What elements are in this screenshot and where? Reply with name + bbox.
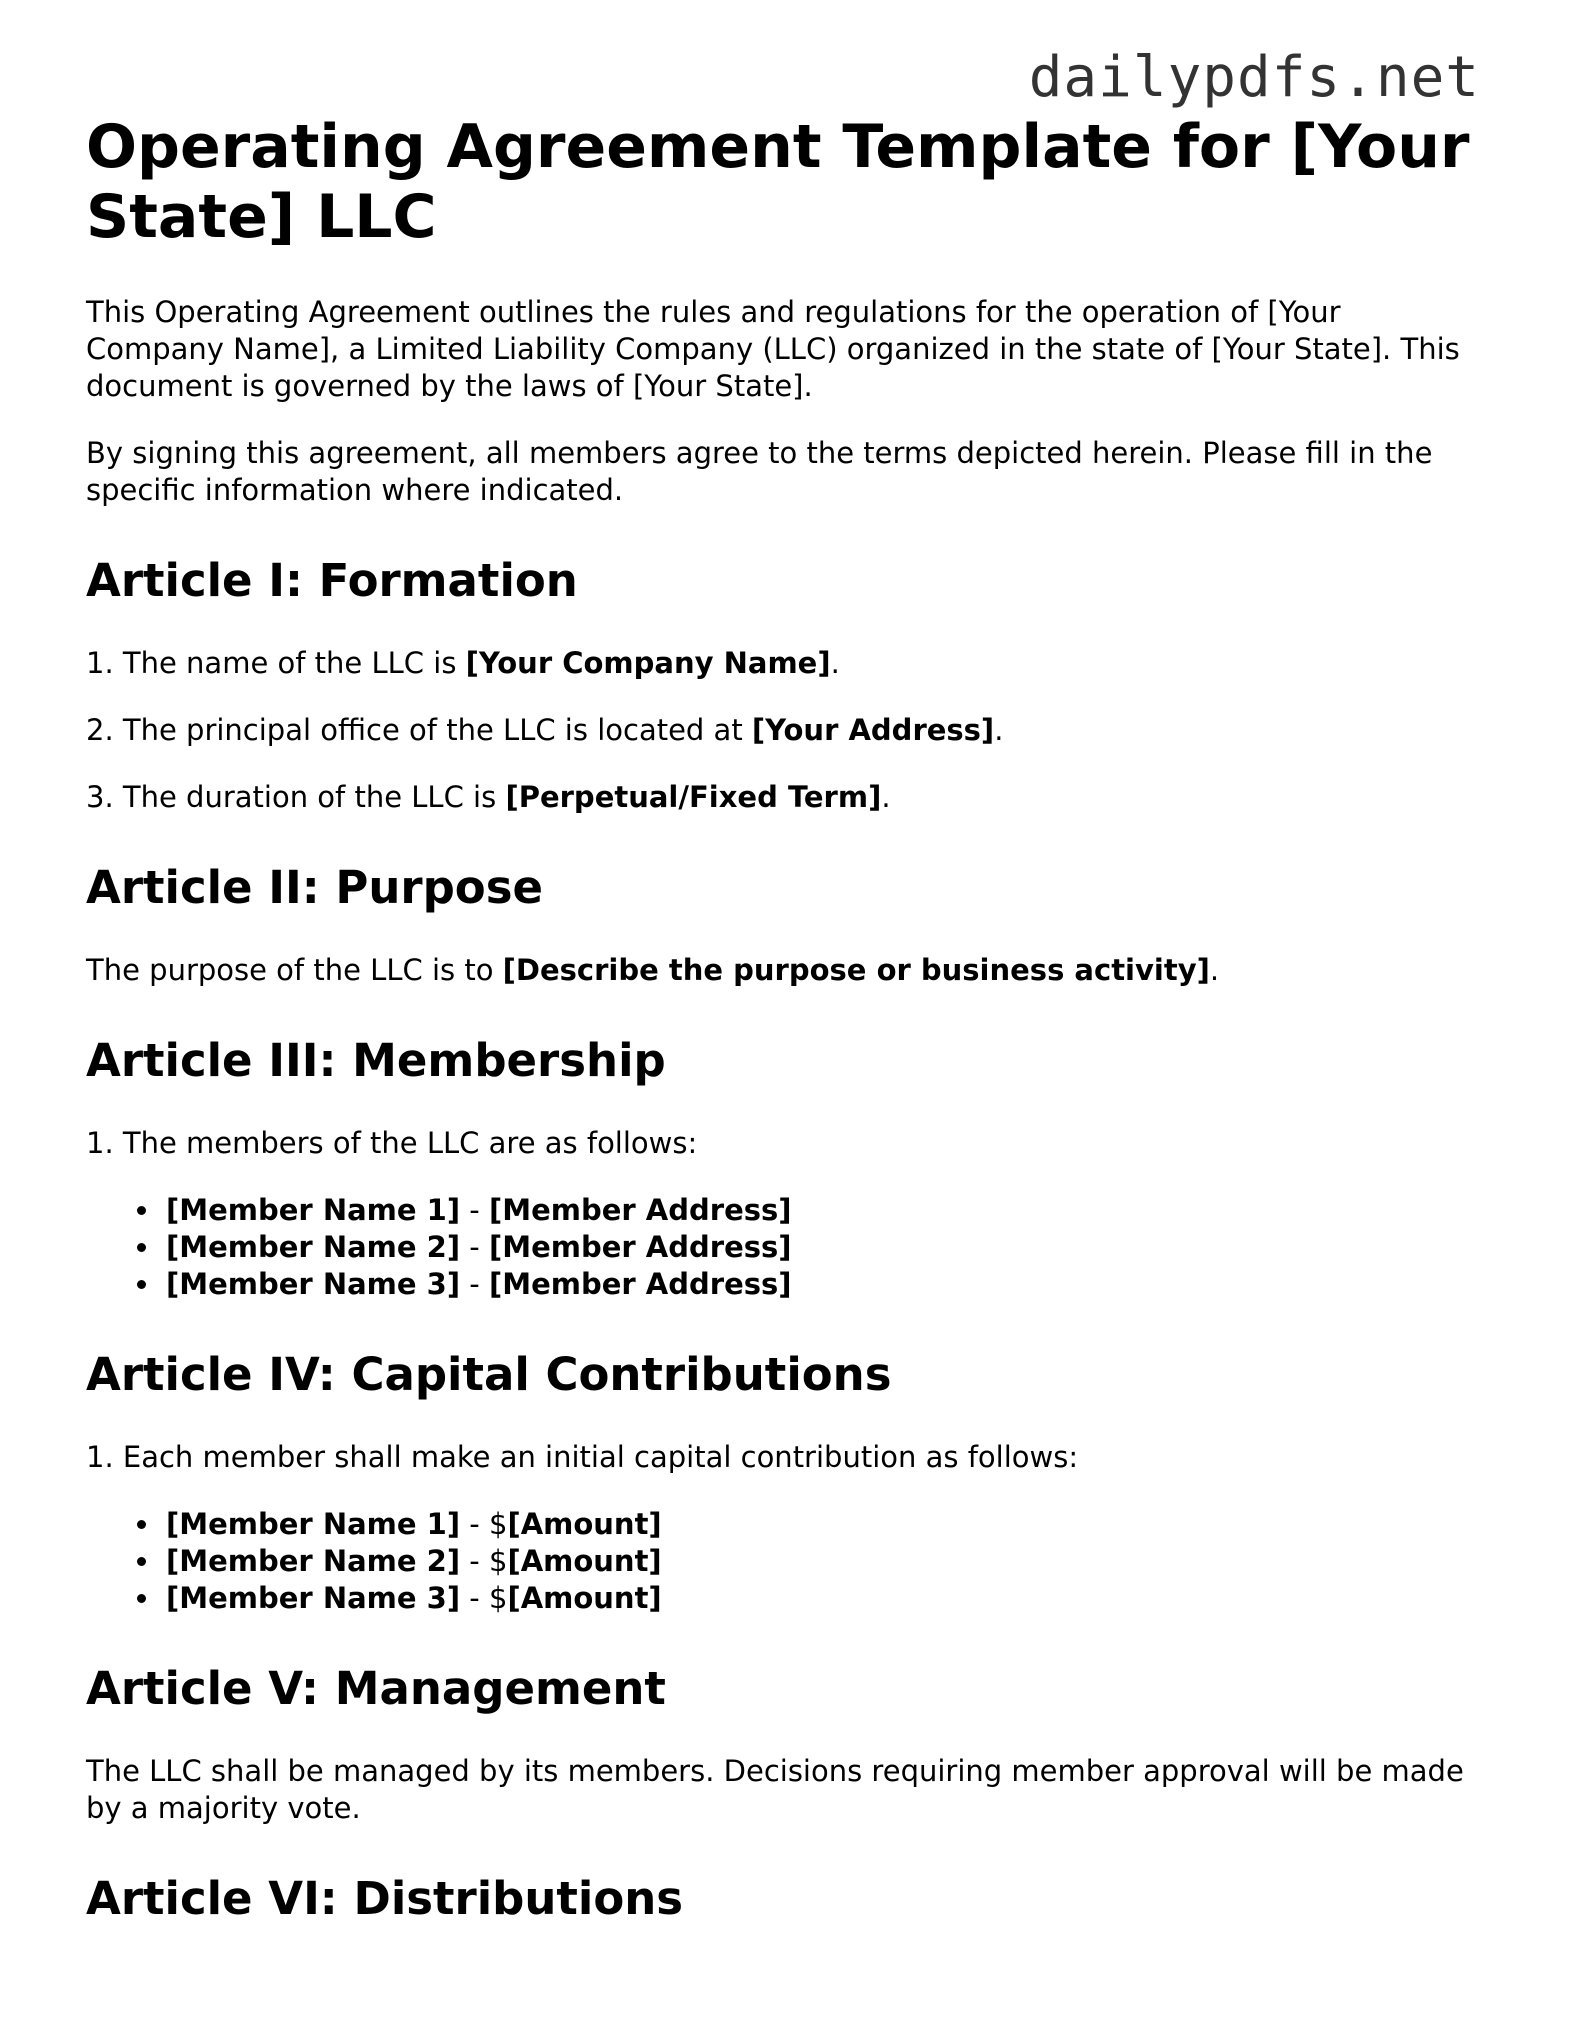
watermark-text: dailypdfs.net bbox=[1028, 45, 1480, 110]
formation-item-3 bbox=[86, 779, 1486, 816]
member-address: [Member Address] bbox=[488, 1193, 792, 1227]
capital-intro: 1. Each member shall make an initial capital contribution as follows: bbox=[86, 1440, 1079, 1474]
article-capital-heading: Article IV: Capital Contributions bbox=[86, 1348, 892, 1401]
company-name-placeholder: [Your Company Name] bbox=[465, 646, 831, 680]
article-capital-contributions bbox=[86, 1347, 1486, 1617]
document-page bbox=[86, 112, 1486, 1963]
intro-paragraph-2: By signing this agreement, all members agree to the terms depicted herein. Please fill in the specific information where indicated. bbox=[86, 436, 1433, 507]
article-management-heading: Article V: Management bbox=[86, 1662, 666, 1715]
article-formation-heading: Article I: Formation bbox=[86, 554, 578, 607]
formation-item-3-suffix: . bbox=[881, 780, 891, 814]
amount-separator: - $ bbox=[460, 1507, 508, 1541]
article-formation bbox=[86, 553, 1486, 816]
purpose-placeholder: [Describe the purpose or business activity] bbox=[502, 953, 1210, 987]
member-address: [Member Address] bbox=[488, 1267, 792, 1301]
membership-intro: 1. The members of the LLC are as follows: bbox=[86, 1126, 698, 1160]
list-item bbox=[162, 1506, 1486, 1543]
article-distributions bbox=[86, 1871, 1486, 1927]
article-purpose bbox=[86, 860, 1486, 989]
document-title: Operating Agreement Template for [Your State] LLC bbox=[86, 112, 1470, 252]
article-distributions-heading: Article VI: Distributions bbox=[86, 1872, 684, 1925]
duration-placeholder: [Perpetual/Fixed Term] bbox=[505, 780, 882, 814]
address-placeholder: [Your Address] bbox=[751, 713, 995, 747]
member-name: [Member Name 1] bbox=[166, 1193, 461, 1227]
formation-item-1 bbox=[86, 645, 1486, 682]
list-item bbox=[162, 1266, 1486, 1303]
list-item bbox=[162, 1192, 1486, 1229]
intro-paragraph-1: This Operating Agreement outlines the rules and regulations for the operation of [Your Company Name], a Limited Liability Company (LLC) organized in the state of [Your State]. This document is governed by the laws of [Your State]. bbox=[86, 295, 1460, 403]
amount-placeholder: [Amount] bbox=[507, 1507, 662, 1541]
purpose-prefix: The purpose of the LLC is to bbox=[86, 953, 503, 987]
member-list bbox=[86, 1192, 1486, 1303]
member-separator: - bbox=[460, 1267, 489, 1301]
list-item bbox=[162, 1229, 1486, 1266]
article-membership-heading: Article III: Membership bbox=[86, 1034, 666, 1087]
list-item bbox=[162, 1580, 1486, 1617]
formation-item-1-suffix: . bbox=[830, 646, 840, 680]
formation-item-2-suffix: . bbox=[994, 713, 1004, 747]
formation-item-1-prefix: 1. The name of the LLC is bbox=[86, 646, 466, 680]
contribution-list bbox=[86, 1506, 1486, 1617]
management-text: The LLC shall be managed by its members. Decisions requiring member approval will be made by a majority vote. bbox=[86, 1754, 1464, 1825]
article-purpose-heading: Article II: Purpose bbox=[86, 861, 544, 914]
purpose-text bbox=[86, 952, 1486, 989]
member-separator: - bbox=[460, 1193, 489, 1227]
formation-item-2 bbox=[86, 712, 1486, 749]
member-name: [Member Name 3] bbox=[166, 1581, 461, 1615]
formation-item-3-prefix: 3. The duration of the LLC is bbox=[86, 780, 506, 814]
article-membership bbox=[86, 1033, 1486, 1303]
purpose-suffix: . bbox=[1209, 953, 1220, 987]
article-management bbox=[86, 1661, 1486, 1827]
amount-separator: - $ bbox=[460, 1544, 508, 1578]
member-separator: - bbox=[460, 1230, 489, 1264]
amount-separator: - $ bbox=[460, 1581, 508, 1615]
member-name: [Member Name 1] bbox=[166, 1507, 461, 1541]
member-name: [Member Name 3] bbox=[166, 1267, 461, 1301]
member-address: [Member Address] bbox=[488, 1230, 792, 1264]
formation-item-2-prefix: 2. The principal office of the LLC is located at bbox=[86, 713, 752, 747]
list-item bbox=[162, 1543, 1486, 1580]
amount-placeholder: [Amount] bbox=[507, 1544, 662, 1578]
amount-placeholder: [Amount] bbox=[507, 1581, 662, 1615]
member-name: [Member Name 2] bbox=[166, 1230, 461, 1264]
member-name: [Member Name 2] bbox=[166, 1544, 461, 1578]
